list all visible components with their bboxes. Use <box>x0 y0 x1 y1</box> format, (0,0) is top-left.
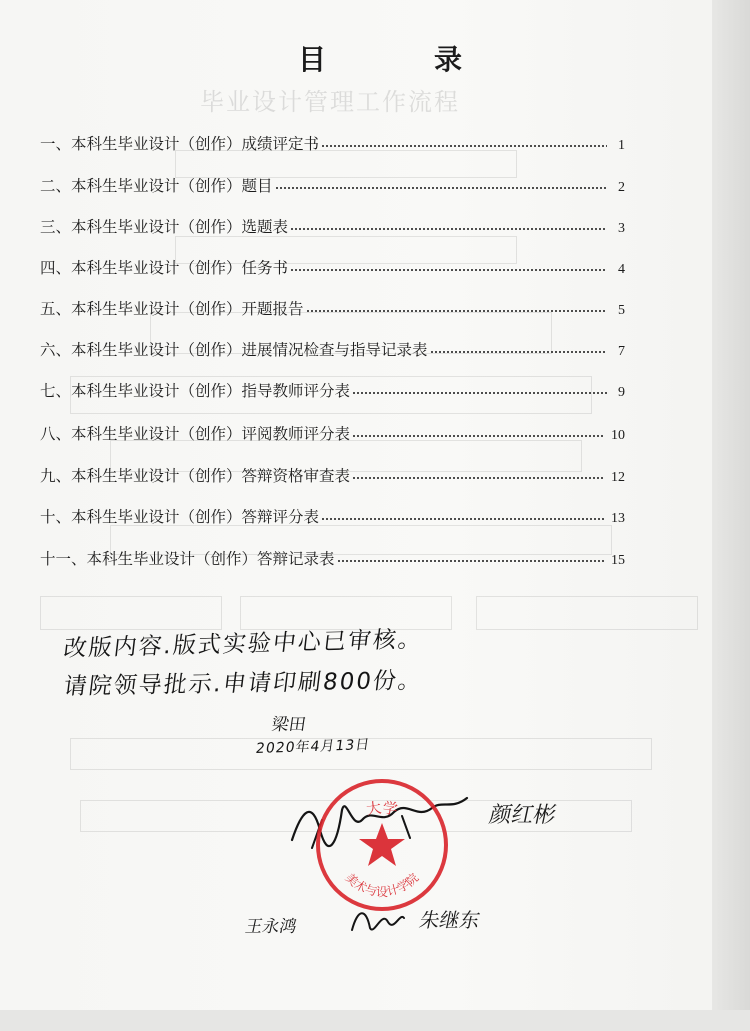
page-edge-shadow <box>712 0 750 1031</box>
toc-entry <box>40 213 625 237</box>
toc-leader-dots <box>290 267 607 273</box>
toc-leader-dots <box>352 433 605 439</box>
toc-entry-page: 13 <box>611 511 625 526</box>
toc-leader-dots <box>275 185 607 191</box>
toc-entry <box>40 545 625 569</box>
toc-entry-label: 一、本科生毕业设计（创作）成绩评定书 <box>40 135 320 153</box>
toc-entry-label: 七、本科生毕业设计（创作）指导教师评分表 <box>40 382 351 400</box>
signature-right: 颜红彬 <box>486 803 559 828</box>
toc-entry-label: 三、本科生毕业设计（创作）选题表 <box>40 218 289 236</box>
toc-entry-page: 4 <box>618 262 625 277</box>
toc-entry-label: 十、本科生毕业设计（创作）答辩评分表 <box>40 508 320 526</box>
toc-entry-label: 六、本科生毕业设计（创作）进展情况检查与指导记录表 <box>40 341 428 359</box>
toc-entry-label: 十一、本科生毕业设计（创作）答辩记录表 <box>40 550 335 568</box>
toc-entry-label: 四、本科生毕业设计（创作）任务书 <box>40 259 289 277</box>
toc-leader-dots <box>337 558 605 564</box>
toc-entry <box>40 172 625 196</box>
toc-entry-label: 二、本科生毕业设计（创作）题目 <box>40 177 273 195</box>
toc-leader-dots <box>352 475 605 481</box>
toc-entry-page: 7 <box>618 344 625 359</box>
svg-text:美术与设计学院: 美术与设计学院 <box>342 870 422 899</box>
toc-leader-dots <box>290 226 607 232</box>
handwritten-note-line: 改版内容.版式实验中心已审核。 <box>62 626 425 663</box>
college-seal-stamp <box>312 775 452 915</box>
toc-entry-page: 15 <box>611 553 625 568</box>
toc-leader-dots <box>306 308 607 314</box>
toc-entry <box>40 420 625 444</box>
signature-bottom-left: 王永鸿 <box>243 917 299 937</box>
handwritten-date: 2020年4月13日 <box>254 736 372 758</box>
toc-leader-dots <box>321 516 605 522</box>
toc-entry-label: 九、本科生毕业设计（创作）答辩资格审查表 <box>40 467 351 485</box>
toc-leader-dots <box>321 143 607 149</box>
toc-entry <box>40 254 625 278</box>
signature-bottom-right: 朱继东 <box>417 908 483 932</box>
toc-entry <box>40 336 625 360</box>
toc-entry-page: 10 <box>611 428 625 443</box>
toc-entry-page: 2 <box>618 180 625 195</box>
toc-entry <box>40 377 625 401</box>
svg-text:大学: 大学 <box>364 798 400 819</box>
toc-entry-label: 五、本科生毕业设计（创作）开题报告 <box>40 300 304 318</box>
handwritten-note-line: 请院领导批示.申请印刷800份。 <box>62 667 425 701</box>
toc-entry <box>40 503 625 527</box>
page-bottom-edge <box>0 1010 750 1031</box>
page-title: 目 录 <box>297 43 502 76</box>
toc-entry-label: 八、本科生毕业设计（创作）评阅教师评分表 <box>40 425 351 443</box>
toc-entry-page: 5 <box>618 303 625 318</box>
toc-leader-dots <box>352 390 607 396</box>
bleed-through-box <box>40 596 222 630</box>
toc-entry <box>40 130 625 154</box>
bleed-through-box <box>476 596 698 630</box>
toc-entry-page: 9 <box>618 385 625 400</box>
toc-leader-dots <box>430 349 607 355</box>
toc-entry-page: 3 <box>618 221 625 236</box>
toc-entry <box>40 295 625 319</box>
toc-entry <box>40 462 625 486</box>
toc-entry-page: 1 <box>618 138 625 153</box>
toc-entry-page: 12 <box>611 470 625 485</box>
handwritten-signer: 梁田 <box>270 715 308 735</box>
bleed-through-title: 毕业设计管理工作流程 <box>200 88 460 116</box>
